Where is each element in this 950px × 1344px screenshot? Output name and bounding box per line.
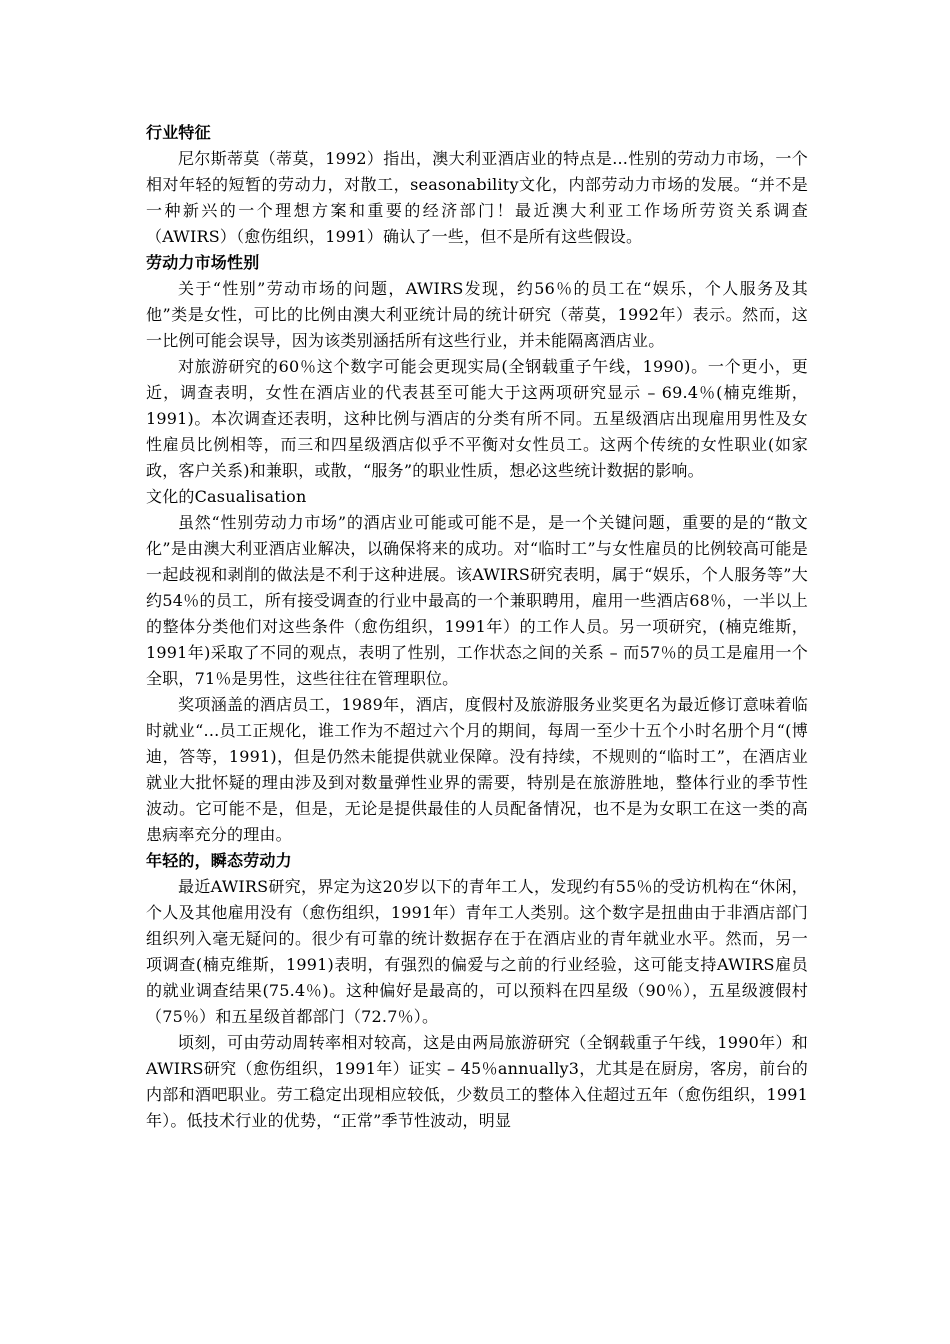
paragraph: 关于“性别”劳动市场的问题，AWIRS发现，约56％的员工在“娱乐，个人服务及其他”类是女性，可比的比例由澳大利亚统计局的统计研究（蒂莫，1992年）表示。然而，这一比例可能会误导，因为该类别涵括所有这些行业，并未能隔离酒店业。 [146, 279, 808, 350]
paragraph: 尼尔斯蒂莫（蒂莫，1992）指出，澳大利亚酒店业的特点是...性别的劳动力市场，一个相对年轻的短暂的劳动力，对散工，seasonability文化，内部劳动力市场的发展。“并不是一种新兴的一个理想方案和重要的经济部门！最近澳大利亚工作场所劳资关系调查（AWIRS）（愈伤组织，1991）确认了一些，但不是所有这些假设。 [146, 149, 808, 246]
paragraph: 虽然“性别劳动力市场”的酒店业可能或可能不是，是一个关键问题，重要的是的“散文化”是由澳大利亚酒店业解决，以确保将来的成功。对“临时工”与女性雇员的比例较高可能是一起歧视和剥削的做法是不利于这种进展。该AWIRS研究表明，属于“娱乐，个人服务等”大约54％的员工，所有接受调查的行业中最高的一个兼职聘用，雇用一些酒店68％，一半以上的整体分类他们对这些条件（愈伤组织，1991年）的工作人员。另一项研究，(楠克维斯，1991年)采取了不同的观点，表明了性别，工作状态之间的关系 – 而57％的员工是雇用一个全职，71％是男性，这些往往在管理职位。 [146, 513, 808, 688]
section-heading-casualisation-culture: 文化的Casualisation [146, 487, 307, 506]
paragraph: 顷刻，可由劳动周转率相对较高，这是由两局旅游研究（全钢载重子午线，1990年）和AWIRS研究（愈伤组织，1991年）证实 – 45％annually3，尤其是在厨房，客房，前台的内部和酒吧职业。劳工稳定出现相应较低，少数员工的整体入住超过五年（愈伤组织，1991年）。低技术行业的优势，“正常”季节性波动，明显 [146, 1033, 808, 1130]
section-heading-industry-features: 行业特征 [146, 123, 211, 142]
document-page [146, 120, 808, 1134]
section-heading-young-transient-workforce: 年轻的，瞬态劳动力 [146, 851, 292, 870]
paragraph: 最近AWIRS研究，界定为这20岁以下的青年工人，发现约有55％的受访机构在“休闲，个人及其他雇用没有（愈伤组织，1991年）青年工人类别。这个数字是扭曲由于非酒店部门组织列入毫无疑问的。很少有可靠的统计数据存在于在酒店业的青年就业水平。然而，另一项调查(楠克维斯，1991)表明，有强烈的偏爱与之前的行业经验，这可能支持AWIRS雇员的就业调查结果(75.4％)。这种偏好是最高的，可以预料在四星级（90％），五星级渡假村（75％）和五星级首都部门（72.7％）。 [146, 877, 808, 1026]
section-heading-gendered-labour-market: 劳动力市场性别 [146, 253, 260, 272]
paragraph: 奖项涵盖的酒店员工，1989年，酒店，度假村及旅游服务业奖更名为最近修订意味着临时就业“...员工正规化，谁工作为不超过六个月的期间，每周一至少十五个小时名册个月“(博迪，答等，1991)，但是仍然未能提供就业保障。没有持续，不规则的“临时工”，在酒店业就业大批怀疑的理由涉及到对数量弹性业界的需要，特别是在旅游胜地，整体行业的季节性波动。它可能不是，但是，无论是提供最佳的人员配备情况，也不是为女职工在这一类的高患病率充分的理由。 [146, 695, 808, 844]
paragraph: 对旅游研究的60％这个数字可能会更现实局(全钢载重子午线，1990)。一个更小，更近，调查表明，女性在酒店业的代表甚至可能大于这两项研究显示 – 69.4％(楠克维斯，1991)。本次调查还表明，这种比例与酒店的分类有所不同。五星级酒店出现雇用男性及女性雇员比例相等，而三和四星级酒店似乎不平衡对女性员工。这两个传统的女性职业(如家政，客户关系)和兼职，或散，“服务”的职业性质，想必这些统计数据的影响。 [146, 357, 808, 480]
